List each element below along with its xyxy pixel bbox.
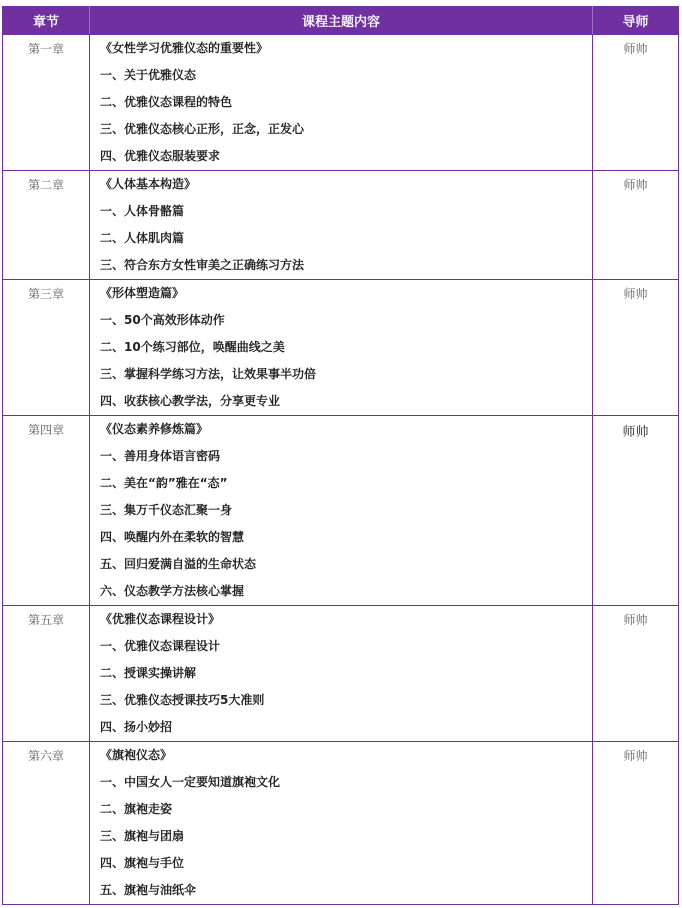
topic-item: 二、授课实操讲解 (100, 666, 197, 680)
chapter-tutor: 师帅 (593, 416, 679, 606)
header-row (3, 7, 679, 35)
topic-item: 二、旗袍走姿 (100, 802, 173, 816)
topic-item: 一、优雅仪态课程设计 (100, 639, 221, 653)
topic-item: 一、50个高效形体动作 (100, 313, 225, 327)
topic-item: 一、善用身体语言密码 (100, 449, 221, 463)
chapter-row (3, 171, 679, 280)
header-content: 课程主题内容 (90, 7, 593, 35)
topic-item: 四、旗袍与手位 (100, 856, 185, 870)
header-chapter: 章节 (3, 7, 90, 35)
chapter-topics (90, 742, 593, 905)
topic-title: 《女性学习优雅仪态的重要性》 (100, 41, 269, 55)
chapter-tutor: 师帅 (593, 606, 679, 742)
chapter-topics (90, 606, 593, 742)
chapter-topics (90, 35, 593, 171)
topic-item: 一、关于优雅仪态 (100, 68, 197, 82)
topic-item: 三、集万千仪态汇聚一身 (100, 503, 233, 517)
topic-item: 三、掌握科学练习方法，让效果事半功倍 (100, 367, 317, 381)
chapter-topics (90, 416, 593, 606)
topic-title: 《旗袍仪态》 (100, 748, 173, 762)
topic-item: 四、收获核心教学法，分享更专业 (100, 394, 281, 408)
chapter-row (3, 416, 679, 606)
topic-item: 五、旗袍与油纸伞 (100, 883, 197, 897)
topic-title: 《人体基本构造》 (100, 177, 197, 191)
topic-item: 五、回归爱满自溢的生命状态 (100, 557, 257, 571)
topic-title: 《优雅仪态课程设计》 (100, 612, 221, 626)
chapter-tutor: 师帅 (593, 280, 679, 416)
topic-item: 三、优雅仪态核心正形，正念，正发心 (100, 122, 305, 136)
topic-item: 三、旗袍与团扇 (100, 829, 185, 843)
topic-item: 二、美在“韵”雅在“态” (100, 476, 228, 490)
chapter-name: 第四章 (3, 416, 90, 606)
chapter-name: 第二章 (3, 171, 90, 280)
chapter-topics (90, 280, 593, 416)
header-tutor: 导师 (593, 7, 679, 35)
topic-item: 一、人体骨骼篇 (100, 204, 185, 218)
chapter-row (3, 35, 679, 171)
topic-item: 六、仪态教学方法核心掌握 (100, 584, 245, 598)
chapter-name: 第六章 (3, 742, 90, 905)
chapter-tutor: 师帅 (593, 35, 679, 171)
topic-item: 四、扬小妙招 (100, 720, 173, 734)
topic-item: 三、优雅仪态授课技巧5大准则 (100, 693, 265, 707)
topic-item: 一、中国女人一定要知道旗袍文化 (100, 775, 281, 789)
topic-item: 四、唤醒内外在柔软的智慧 (100, 530, 245, 544)
chapter-tutor: 师帅 (593, 171, 679, 280)
chapter-name: 第三章 (3, 280, 90, 416)
topic-title: 《形体塑造篇》 (100, 286, 185, 300)
chapter-row (3, 742, 679, 905)
topic-item: 四、优雅仪态服装要求 (100, 149, 221, 163)
chapter-tutor: 师帅 (593, 742, 679, 905)
chapter-row (3, 280, 679, 416)
topic-item: 三、符合东方女性审美之正确练习方法 (100, 258, 305, 272)
chapter-topics (90, 171, 593, 280)
chapter-name: 第五章 (3, 606, 90, 742)
chapter-name: 第一章 (3, 35, 90, 171)
chapter-row (3, 606, 679, 742)
topic-title: 《仪态素养修炼篇》 (100, 422, 209, 436)
course-table (2, 6, 679, 905)
topic-item: 二、人体肌肉篇 (100, 231, 185, 245)
topic-item: 二、优雅仪态课程的特色 (100, 95, 233, 109)
topic-item: 二、10个练习部位，唤醒曲线之美 (100, 340, 285, 354)
